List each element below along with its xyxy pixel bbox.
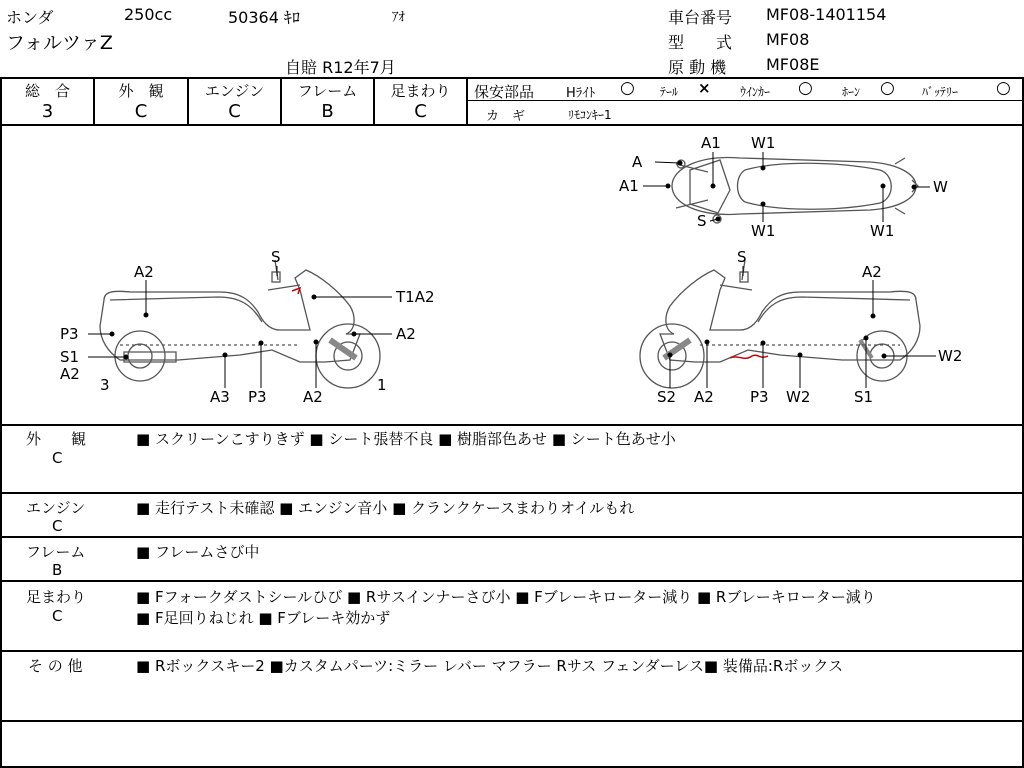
grade-value: C	[414, 101, 427, 122]
safety-item-mark: ○	[798, 78, 813, 98]
grade-label: フレーム	[297, 82, 358, 100]
diagram-label: A2	[303, 388, 323, 406]
type-label: 型 式	[668, 33, 733, 52]
divider	[0, 77, 1024, 79]
safety-item-mark: ×	[698, 79, 711, 97]
mileage: 50364 ｷﾛ	[228, 8, 300, 27]
diagram-label: A1	[701, 134, 721, 152]
note-label: そ の 他	[28, 657, 83, 675]
divider	[0, 720, 1024, 722]
diagram-label: W2	[786, 388, 811, 406]
frame-no-label: 車台番号	[668, 8, 733, 27]
note-line: ■ 走行テスト未確認 ■ エンジン音小 ■ クランクケースまわりオイルもれ	[136, 499, 635, 517]
body-color: ｱｵ	[392, 10, 405, 25]
diagram-label: A2	[60, 365, 80, 383]
note-grade: C	[52, 517, 63, 535]
safety-item-mark: ○	[996, 78, 1011, 98]
displacement: 250cc	[124, 5, 173, 24]
damage-diagram	[0, 126, 1024, 424]
diagram-label: P3	[248, 388, 267, 406]
grade-value: 3	[41, 101, 54, 122]
diagram-label: A	[632, 153, 643, 171]
divider	[0, 650, 1024, 652]
diagram-label: W2	[938, 347, 963, 365]
divider	[468, 100, 1024, 101]
diagram-label: T1A2	[396, 288, 435, 306]
diagram-label: S1	[854, 388, 874, 406]
note-line: ■ F足回りねじれ ■ Fブレーキ効かず	[136, 609, 391, 627]
divider	[0, 492, 1024, 494]
diagram-label: A2	[396, 325, 416, 343]
grade-label: 外 観	[118, 82, 164, 100]
diagram-label: P3	[750, 388, 769, 406]
diagram-label: A2	[134, 263, 154, 281]
safety-item-name: ﾃｰﾙ	[660, 85, 679, 99]
diagram-label: 1	[377, 376, 387, 394]
note-line: ■ フレームさび中	[136, 543, 260, 561]
note-grade: B	[52, 561, 63, 579]
engine-value: MF08E	[766, 55, 820, 74]
divider	[0, 536, 1024, 538]
maker: ホンダ	[6, 8, 54, 27]
safety-item-name: ﾎｰﾝ	[842, 85, 861, 99]
type-value: MF08	[766, 30, 810, 49]
safety-label: 保安部品	[474, 83, 535, 101]
note-label: 足まわり	[26, 588, 87, 606]
scooter-top-view	[672, 158, 918, 223]
safety-item-mark: ○	[620, 78, 635, 98]
divider	[0, 580, 1024, 582]
model-name: フォルツァZ	[6, 32, 113, 54]
key-value: ﾘﾓｺﾝｷｰ1	[568, 108, 612, 122]
diagram-label: S	[271, 248, 281, 266]
key-label: カ ギ	[486, 109, 526, 124]
note-label: 外 観	[26, 430, 87, 448]
safety-item-mark: ○	[880, 78, 895, 98]
note-line: ■ Fフォークダストシールひび ■ Rサスインナーさび小 ■ Fブレーキローター減り ■ Rブレーキローター減り	[136, 588, 876, 606]
engine-label: 原 動 機	[668, 58, 727, 77]
divider	[0, 424, 1024, 426]
diagram-label: W1	[751, 134, 776, 152]
diagram-label: S	[697, 212, 707, 230]
diagram-label: 3	[100, 376, 110, 394]
grade-value: C	[228, 101, 241, 122]
grade-label: 足まわり	[390, 82, 451, 100]
diagram-label: A3	[210, 388, 230, 406]
diagram-label: P3	[60, 325, 79, 343]
safety-item-name: Hﾗｲﾄ	[566, 86, 596, 101]
diagram-label: W	[933, 178, 948, 196]
note-grade: C	[52, 449, 63, 467]
divider	[466, 78, 468, 125]
grade-label: 総 合	[24, 82, 70, 100]
note-line: ■ Rボックスキー2 ■カスタムパーツ:ミラー レバー マフラー Rサス フェンダーレス■ 装備品:Rボックス	[136, 657, 844, 675]
note-line: ■ スクリーンこすりきず ■ シート張替不良 ■ 樹脂部色あせ ■ シート色あせ小	[136, 430, 676, 448]
note-label: エンジン	[26, 499, 86, 517]
diagram-label: S2	[657, 388, 677, 406]
grade-value: B	[321, 101, 334, 122]
diagram-label: W1	[870, 222, 895, 240]
diagram-label: W1	[751, 222, 776, 240]
grade-label: エンジン	[204, 82, 265, 100]
grade-value: C	[134, 101, 148, 122]
note-grade: C	[52, 607, 63, 625]
diagram-label: A1	[619, 177, 639, 195]
diagram-label: S	[737, 248, 747, 266]
diagram-label: A2	[862, 263, 882, 281]
diagram-label: S1	[60, 348, 80, 366]
frame-no-value: MF08-1401154	[766, 5, 887, 24]
safety-item-name: ﾊﾞｯﾃﾘｰ	[922, 85, 959, 99]
insurance: 自賠 R12年7月	[285, 58, 396, 77]
safety-item-name: ｳｲﾝｶｰ	[740, 85, 771, 99]
diagram-label: A2	[694, 388, 714, 406]
note-label: フレーム	[26, 543, 86, 561]
